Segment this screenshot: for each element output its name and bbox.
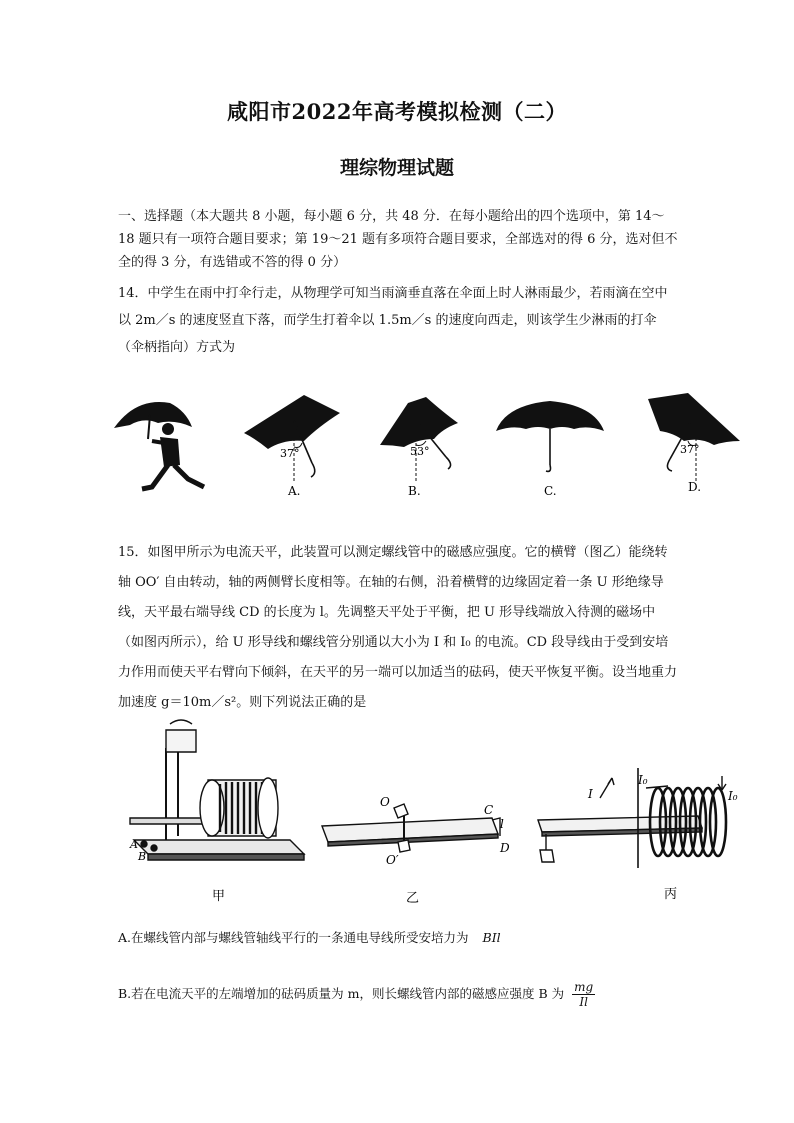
point-d-label: D bbox=[500, 841, 510, 855]
exam-subtitle: 理综物理试题 bbox=[339, 157, 454, 179]
option-c-umbrella bbox=[496, 401, 604, 498]
panel-yi-label: 乙 bbox=[406, 891, 420, 906]
question-14-stem: 14．中学生在雨中打伞行走，从物理学可知当雨滴垂直落在伞面上时人淋雨最少，若雨滴在空中以 2m／s 的速度竖直下落，而学生打着伞以 1.5m／s 的速度向西走，则该学生少淋雨的打伞（伞柄指向）方式为 bbox=[118, 286, 668, 355]
panel-jia-current-balance bbox=[130, 720, 304, 860]
running-student-illustration bbox=[114, 402, 204, 489]
current-i-label: I bbox=[588, 787, 593, 801]
current-i0-coil-label: I₀ bbox=[728, 789, 738, 803]
fraction-numerator: mg bbox=[574, 980, 594, 994]
option-a-label: A. bbox=[288, 484, 301, 498]
question-15-option-a bbox=[118, 928, 501, 946]
panel-jia-label: 甲 bbox=[212, 889, 226, 904]
option-a-formula: BIl bbox=[482, 930, 501, 945]
point-b-label: B bbox=[138, 850, 147, 863]
exam-title: 咸阳市2022年高考模拟检测（二） bbox=[227, 99, 567, 124]
option-c-label: C. bbox=[544, 484, 557, 498]
panel-bing-solenoid bbox=[538, 768, 726, 868]
question-15-option-b bbox=[118, 980, 595, 1009]
option-b-angle: 53° bbox=[410, 445, 430, 458]
point-c-label: C bbox=[484, 803, 494, 817]
option-b-label: B. bbox=[408, 484, 421, 498]
current-i0-solenoid-label: I₀ bbox=[638, 773, 648, 787]
fraction-denominator: Il bbox=[579, 995, 588, 1009]
option-d-angle: 37° bbox=[680, 443, 700, 456]
option-d-umbrella bbox=[648, 393, 740, 494]
length-l-label: l bbox=[500, 817, 504, 831]
panel-bing-label: 丙 bbox=[664, 887, 678, 902]
panel-yi-balance-arm bbox=[322, 804, 500, 852]
point-a-label: A bbox=[130, 838, 138, 851]
question-15-figure bbox=[108, 718, 756, 910]
option-b-umbrella bbox=[380, 397, 458, 498]
option-d-label: D. bbox=[688, 480, 702, 494]
section-intro: 一、选择题（本大题共 8 小题，每小题 6 分，共 48 分．在每小题给出的四个选项中，第 14～18 题只有一项符合题目要求；第 19～21 题有多项符合题目要求，全部选对的得 6 分，选对但不全的得 3 分，有选错或不答的得 0 分） bbox=[118, 209, 678, 270]
option-a-umbrella bbox=[244, 395, 340, 498]
point-o-prime-label: O′ bbox=[386, 853, 399, 867]
option-b-text: B.若在电流天平的左端增加的砝码质量为 m，则长螺线管内部的磁感应强度 B 为 bbox=[118, 986, 565, 1001]
option-b-fraction bbox=[572, 980, 595, 1009]
point-o-label: O bbox=[380, 795, 390, 809]
question-14-figure bbox=[108, 383, 753, 503]
option-a-text: A.在螺线管内部与螺线管轴线平行的一条通电导线所受安培力为 bbox=[118, 930, 469, 945]
question-15-stem: 15．如图甲所示为电流天平，此装置可以测定螺线管中的磁感应强度。它的横臂（图乙）能绕转轴 OO′ 自由转动，轴的两侧臂长度相等。在轴的右侧，沿着横臂的边缘固定着一条 U 形绝缘导线，天平最右端导线 CD 的长度为 l。先调整天平处于平衡，把 U 形导线端放入待测的磁场中（如图丙所示），给 U 形导线和螺线管分别通以大小为 I 和 I₀ 的电流。CD 段导线由于受到安培力作用而使天平右臂向下倾斜，在天平的另一端可以加适当的砝码，使天平恢复平衡。设当地重力加速度 g＝10m／s²。则下列说法正确的是 bbox=[118, 545, 678, 710]
option-a-angle: 37° bbox=[280, 447, 300, 460]
